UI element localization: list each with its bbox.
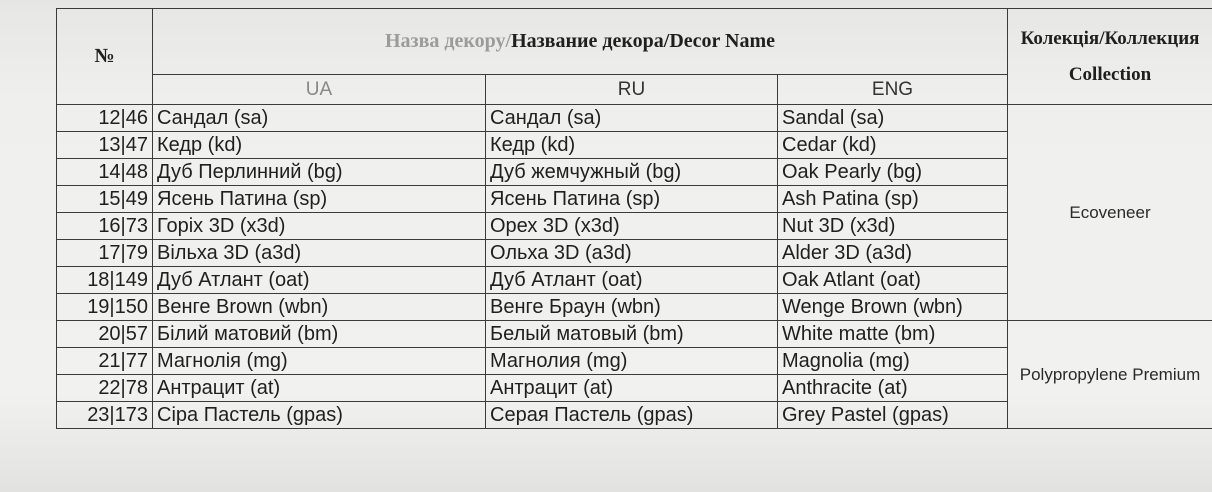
decor-name-eng: Magnolia (mg) [778, 348, 1008, 375]
decor-name-ua: Вільха 3D (a3d) [153, 240, 486, 267]
row-number: 12|46 [57, 105, 153, 132]
decor-table-sheet [56, 8, 1212, 458]
decor-name-ua: Білий матовий (bm) [153, 321, 486, 348]
decor-name-ua: Сандал (sa) [153, 105, 486, 132]
decor-name-ua: Магнолія (mg) [153, 348, 486, 375]
decor-name-ru: Ясень Патина (sp) [486, 186, 778, 213]
decor-table [56, 8, 1212, 429]
table-row [57, 105, 1212, 132]
decor-name-ru: Антрацит (at) [486, 375, 778, 402]
decor-name-ua: Сіра Пастель (gpas) [153, 402, 486, 429]
table-row [57, 321, 1212, 348]
decor-name-ua: Венге Brown (wbn) [153, 294, 486, 321]
decor-name-ru: Серая Пастель (gpas) [486, 402, 778, 429]
row-number: 21|77 [57, 348, 153, 375]
decor-name-eng: Sandal (sa) [778, 105, 1008, 132]
decor-name-header [153, 9, 1008, 75]
row-number: 20|57 [57, 321, 153, 348]
decor-name-eng: Nut 3D (x3d) [778, 213, 1008, 240]
decor-name-ru: Белый матовый (bm) [486, 321, 778, 348]
row-number: 22|78 [57, 375, 153, 402]
decor-name-ua: Горіх 3D (x3d) [153, 213, 486, 240]
decor-name-ru: Сандал (sa) [486, 105, 778, 132]
decor-name-eng: Grey Pastel (gpas) [778, 402, 1008, 429]
decor-name-ua: Ясень Патина (sp) [153, 186, 486, 213]
decor-name-eng: Oak Pearly (bg) [778, 159, 1008, 186]
number-header: № [57, 9, 153, 105]
decor-name-ru: Магнолия (mg) [486, 348, 778, 375]
collection-ecoveneer: Ecoveneer [1008, 105, 1212, 321]
decor-name-eng: Anthracite (at) [778, 375, 1008, 402]
collection-header-line2: Collection [1068, 63, 1152, 85]
row-number: 17|79 [57, 240, 153, 267]
row-number: 14|48 [57, 159, 153, 186]
decor-name-rest-text: Название декора/Decor Name [511, 30, 776, 52]
row-number: 18|149 [57, 267, 153, 294]
decor-name-ua: Антрацит (at) [153, 375, 486, 402]
decor-name-ua-text: Назва декору/ [384, 30, 512, 52]
decor-name-eng: Oak Atlant (oat) [778, 267, 1008, 294]
decor-name-ru: Кедр (kd) [486, 132, 778, 159]
decor-name-eng: Cedar (kd) [778, 132, 1008, 159]
collection-polypropylene: Polypropylene Premium [1008, 321, 1212, 429]
row-number: 13|47 [57, 132, 153, 159]
collection-header-line1: Колекція/Коллекция [1020, 27, 1200, 49]
eng-column-header: ENG [778, 75, 1008, 105]
decor-name-ru: Орех 3D (x3d) [486, 213, 778, 240]
row-number: 16|73 [57, 213, 153, 240]
ru-column-header: RU [486, 75, 778, 105]
decor-name-ua: Кедр (kd) [153, 132, 486, 159]
decor-name-eng: Ash Patina (sp) [778, 186, 1008, 213]
row-number: 15|49 [57, 186, 153, 213]
decor-name-ru: Ольха 3D (a3d) [486, 240, 778, 267]
row-number: 19|150 [57, 294, 153, 321]
decor-name-ru: Венге Браун (wbn) [486, 294, 778, 321]
row-number: 23|173 [57, 402, 153, 429]
decor-name-eng: Wenge Brown (wbn) [778, 294, 1008, 321]
decor-name-eng: White matte (bm) [778, 321, 1008, 348]
ua-column-header: UA [153, 75, 486, 105]
decor-name-eng: Alder 3D (a3d) [778, 240, 1008, 267]
decor-name-ua: Дуб Перлинний (bg) [153, 159, 486, 186]
decor-name-ua: Дуб Атлант (oat) [153, 267, 486, 294]
decor-name-ru: Дуб жемчужный (bg) [486, 159, 778, 186]
decor-name-ru: Дуб Атлант (oat) [486, 267, 778, 294]
collection-header [1008, 9, 1212, 105]
